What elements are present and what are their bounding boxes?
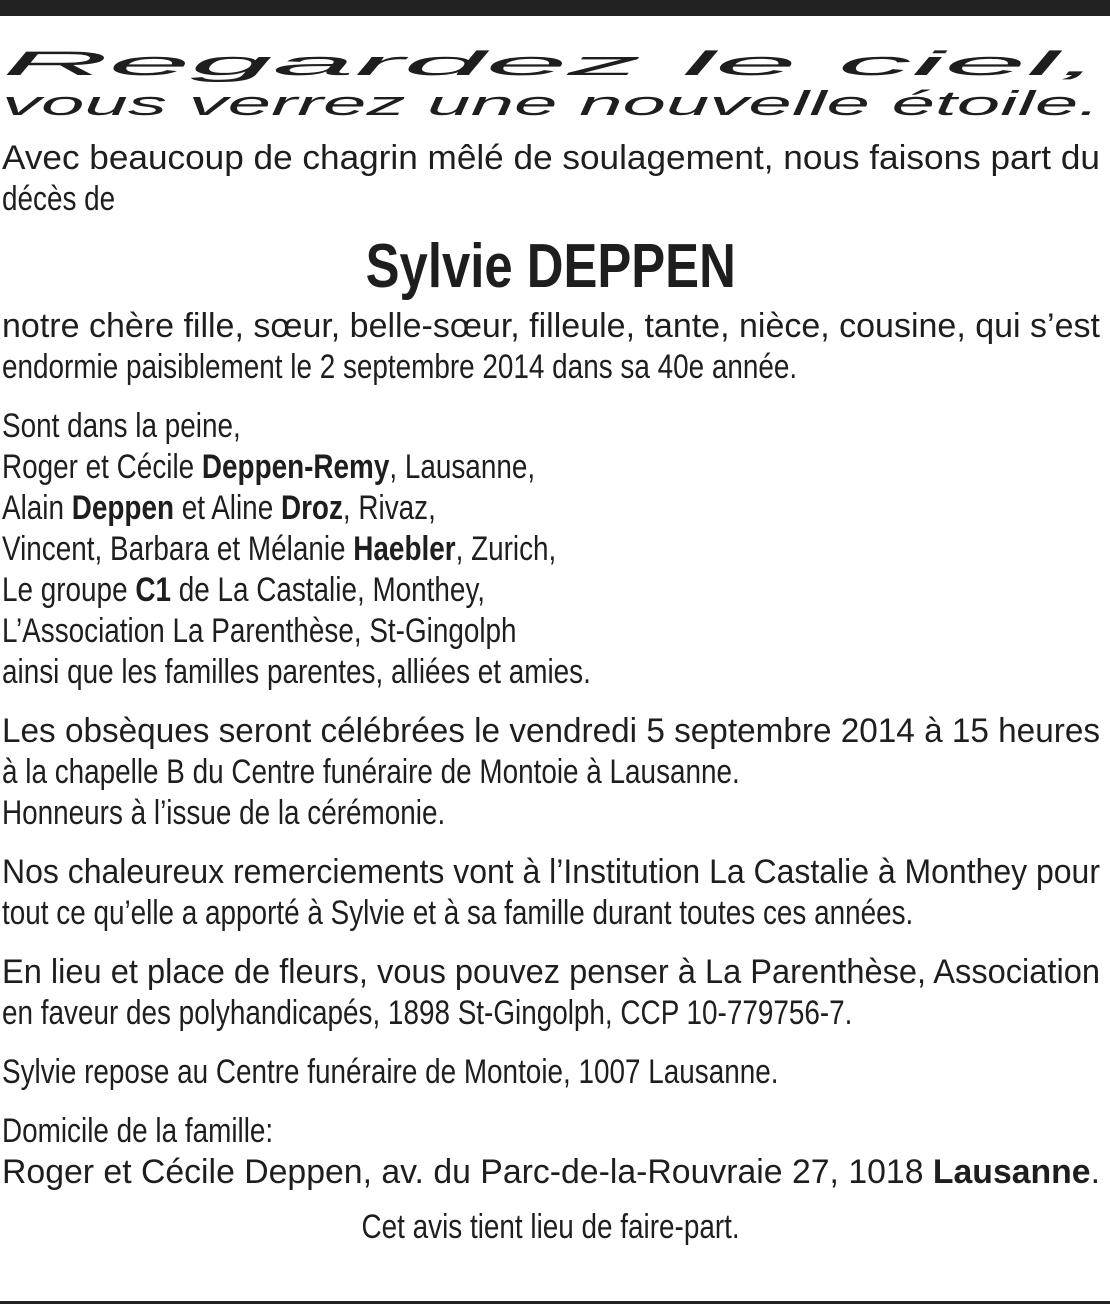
epigraph-line-2: vous verrez une nouvelle étoile. xyxy=(1,85,1100,123)
obituary-notice xyxy=(2,44,1100,1248)
mourner-surname: Haebler xyxy=(353,530,456,568)
mourner-line-5: L’Association La Parenthèse, St-Gingolph xyxy=(2,612,517,650)
funeral-line-1: Les obsèques seront célébrées le vendredi 5 septembre 2014 à 15 heures xyxy=(2,712,1100,750)
top-rule xyxy=(0,0,1110,16)
funeral-paragraph xyxy=(2,711,1100,834)
domicile-city: Lausanne xyxy=(932,1153,1091,1191)
domicile-paragraph xyxy=(2,1111,1100,1193)
mourner-surname: Droz xyxy=(280,489,343,527)
rest-paragraph xyxy=(2,1052,1100,1093)
description-paragraph xyxy=(2,306,1100,388)
mourner-text: Alain xyxy=(2,489,72,527)
deceased-name-block xyxy=(2,232,1100,302)
domicile-heading: Domicile de la famille: xyxy=(2,1112,274,1150)
funeral-line-3: Honneurs à l’issue de la cérémonie. xyxy=(2,794,446,832)
mourner-place: , Zurich, xyxy=(455,530,557,568)
mourner-group: C1 xyxy=(135,571,171,609)
mourner-text: Roger et Cécile xyxy=(2,448,202,486)
mourner-text: Le groupe xyxy=(2,571,136,609)
mourner-line-1 xyxy=(2,447,902,488)
closing-block xyxy=(2,1207,1100,1248)
mourner-line-2 xyxy=(2,488,902,529)
epigraph xyxy=(2,44,1100,124)
mourner-place: de La Castalie, Monthey, xyxy=(170,571,486,609)
donation-line-1: En lieu et place de fleurs, vous pouvez penser à La Parenthèse, Association xyxy=(2,953,1100,991)
domicile-address xyxy=(2,1152,1100,1193)
mourner-line-3 xyxy=(2,529,902,570)
rest-line: Sylvie repose au Centre funéraire de Montoie, 1007 Lausanne. xyxy=(2,1053,779,1091)
thanks-line-2: tout ce qu’elle a apporté à Sylvie et à sa famille durant toutes ces années. xyxy=(2,894,914,932)
donation-paragraph xyxy=(2,952,1100,1034)
epigraph-line-1: Regardez le ciel, xyxy=(2,45,1100,83)
mourner-place: , Rivaz, xyxy=(342,489,436,527)
donation-line-2: en faveur des polyhandicapés, 1898 St-Gingolph, CCP 10-779756-7. xyxy=(2,994,853,1032)
mourner-line-6: ainsi que les familles parentes, alliées et amies. xyxy=(2,653,591,691)
closing-line: Cet avis tient lieu de faire-part. xyxy=(361,1208,741,1246)
mourner-text: et Aline xyxy=(173,489,281,527)
intro-paragraph xyxy=(2,138,1100,220)
funeral-line-2: à la chapelle B du Centre funéraire de Montoie à Lausanne. xyxy=(2,753,740,791)
mourner-surname: Deppen xyxy=(71,489,174,527)
domicile-street: Roger et Cécile Deppen, av. du Parc-de-la-Rouvraie 27, 1018 xyxy=(2,1153,933,1191)
thanks-paragraph xyxy=(2,852,1100,934)
domicile-period: . xyxy=(1090,1153,1100,1191)
bottom-rule xyxy=(0,1301,1110,1304)
mourner-text: Vincent, Barbara et Mélanie xyxy=(2,530,354,568)
mourner-line-4 xyxy=(2,570,902,611)
description-line-2: endormie paisiblement le 2 septembre 2014 dans sa 40e année. xyxy=(2,348,798,386)
mourner-place: , Lausanne, xyxy=(389,448,536,486)
intro-line-2: décès de xyxy=(2,180,116,218)
deceased-name: Sylvie DEPPEN xyxy=(365,232,737,301)
description-line-1: notre chère fille, sœur, belle-sœur, filleule, tante, nièce, cousine, qui s’est xyxy=(2,307,1100,345)
thanks-line-1: Nos chaleureux remerciements vont à l’Institution La Castalie à Monthey pour xyxy=(2,853,1100,891)
mourners-list xyxy=(2,406,1100,693)
mourners-heading: Sont dans la peine, xyxy=(2,407,241,445)
intro-line-1: Avec beaucoup de chagrin mêlé de soulagement, nous faisons part du xyxy=(2,139,1100,177)
mourner-surname: Deppen-Remy xyxy=(201,448,390,486)
